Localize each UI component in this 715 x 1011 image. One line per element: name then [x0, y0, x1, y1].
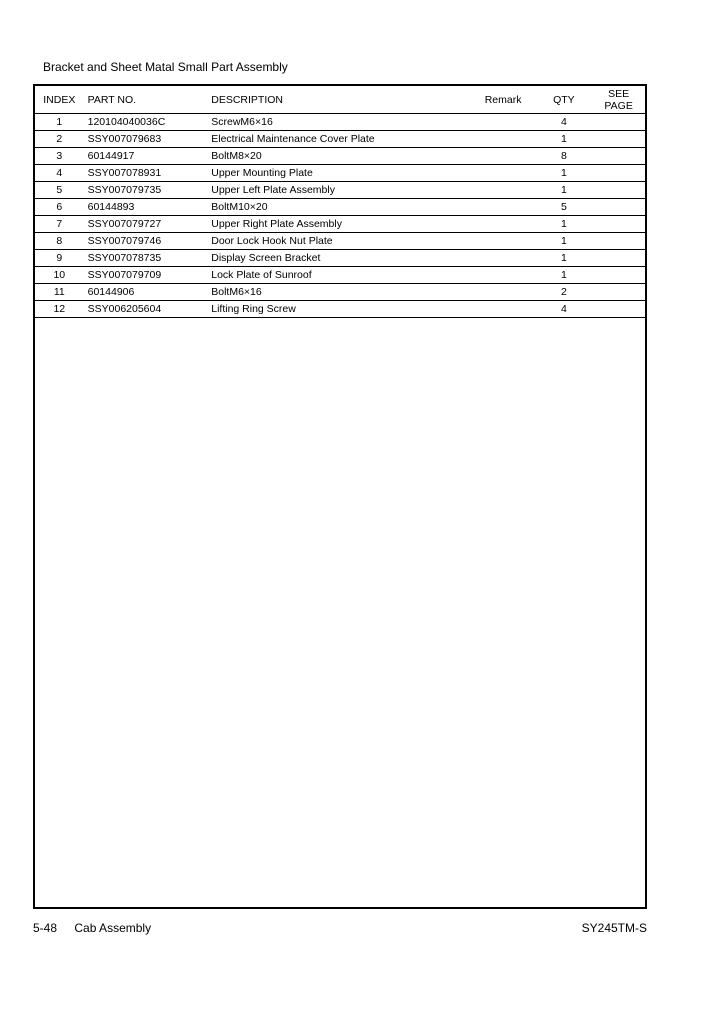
cell-description: Door Lock Hook Nut Plate: [207, 233, 470, 250]
header-see-page-line2: PAGE: [604, 99, 633, 112]
parts-table-body: [35, 114, 645, 318]
cell-remark: [471, 165, 536, 182]
header-description: DESCRIPTION: [207, 86, 470, 114]
cell-remark: [471, 148, 536, 165]
cell-see-page: [592, 199, 645, 216]
cell-see-page: [592, 182, 645, 199]
cell-remark: [471, 216, 536, 233]
cell-remark: [471, 284, 536, 301]
cell-qty: 5: [536, 199, 593, 216]
cell-remark: [471, 250, 536, 267]
table-row: [35, 148, 645, 165]
cell-see-page: [592, 284, 645, 301]
cell-description: BoltM10×20: [207, 199, 470, 216]
cell-index: 7: [35, 216, 84, 233]
parts-table: [35, 86, 645, 318]
cell-qty: 1: [536, 131, 593, 148]
cell-index: 9: [35, 250, 84, 267]
header-see-page-line1: SEE: [608, 87, 630, 100]
section-name: Cab Assembly: [74, 921, 152, 935]
cell-part-no: 120104040036C: [84, 114, 208, 131]
table-row: [35, 301, 645, 318]
header-see-page: [592, 86, 645, 114]
cell-qty: 4: [536, 301, 593, 318]
cell-remark: [471, 233, 536, 250]
cell-see-page: [592, 114, 645, 131]
cell-see-page: [592, 233, 645, 250]
cell-part-no: 60144893: [84, 199, 208, 216]
cell-part-no: 60144906: [84, 284, 208, 301]
table-row: [35, 216, 645, 233]
header-part-no: PART NO.: [84, 86, 208, 114]
table-row: [35, 233, 645, 250]
table-header-row: [35, 86, 645, 114]
cell-remark: [471, 301, 536, 318]
cell-part-no: SSY007079709: [84, 267, 208, 284]
cell-index: 10: [35, 267, 84, 284]
cell-description: Lock Plate of Sunroof: [207, 267, 470, 284]
cell-index: 2: [35, 131, 84, 148]
cell-part-no: SSY007079683: [84, 131, 208, 148]
page-title: Bracket and Sheet Matal Small Part Assembly: [43, 60, 288, 74]
cell-qty: 1: [536, 267, 593, 284]
cell-index: 8: [35, 233, 84, 250]
cell-part-no: SSY007078735: [84, 250, 208, 267]
cell-part-no: SSY007079735: [84, 182, 208, 199]
table-row: [35, 199, 645, 216]
cell-qty: 1: [536, 182, 593, 199]
cell-index: 4: [35, 165, 84, 182]
cell-description: Electrical Maintenance Cover Plate: [207, 131, 470, 148]
cell-see-page: [592, 250, 645, 267]
cell-description: Display Screen Bracket: [207, 250, 470, 267]
table-row: [35, 284, 645, 301]
cell-index: 1: [35, 114, 84, 131]
cell-index: 5: [35, 182, 84, 199]
table-row: [35, 250, 645, 267]
footer-left: [33, 921, 151, 935]
cell-see-page: [592, 216, 645, 233]
cell-index: 12: [35, 301, 84, 318]
cell-see-page: [592, 267, 645, 284]
table-row: [35, 114, 645, 131]
cell-index: 6: [35, 199, 84, 216]
cell-remark: [471, 199, 536, 216]
cell-remark: [471, 131, 536, 148]
cell-part-no: SSY007079727: [84, 216, 208, 233]
header-index: INDEX: [35, 86, 84, 114]
cell-see-page: [592, 148, 645, 165]
page-number: 5-48: [33, 921, 58, 935]
cell-description: Upper Left Plate Assembly: [207, 182, 470, 199]
model-name: SY245TM-S: [581, 921, 647, 935]
cell-description: BoltM8×20: [207, 148, 470, 165]
cell-see-page: [592, 301, 645, 318]
table-row: [35, 165, 645, 182]
cell-index: 11: [35, 284, 84, 301]
cell-qty: 1: [536, 216, 593, 233]
cell-qty: 2: [536, 284, 593, 301]
header-qty: QTY: [536, 86, 593, 114]
cell-remark: [471, 267, 536, 284]
cell-see-page: [592, 165, 645, 182]
cell-description: ScrewM6×16: [207, 114, 470, 131]
cell-see-page: [592, 131, 645, 148]
table-row: [35, 182, 645, 199]
header-remark: Remark: [471, 86, 536, 114]
cell-qty: 1: [536, 233, 593, 250]
cell-part-no: SSY007079746: [84, 233, 208, 250]
cell-index: 3: [35, 148, 84, 165]
cell-description: Upper Mounting Plate: [207, 165, 470, 182]
cell-qty: 8: [536, 148, 593, 165]
cell-qty: 1: [536, 250, 593, 267]
cell-remark: [471, 182, 536, 199]
cell-description: Upper Right Plate Assembly: [207, 216, 470, 233]
cell-part-no: SSY006205604: [84, 301, 208, 318]
parts-list-frame: [33, 84, 647, 909]
table-row: [35, 131, 645, 148]
cell-remark: [471, 114, 536, 131]
cell-description: BoltM6×16: [207, 284, 470, 301]
table-row: [35, 267, 645, 284]
cell-qty: 1: [536, 165, 593, 182]
cell-part-no: 60144917: [84, 148, 208, 165]
cell-part-no: SSY007078931: [84, 165, 208, 182]
cell-qty: 4: [536, 114, 593, 131]
cell-description: Lifting Ring Screw: [207, 301, 470, 318]
